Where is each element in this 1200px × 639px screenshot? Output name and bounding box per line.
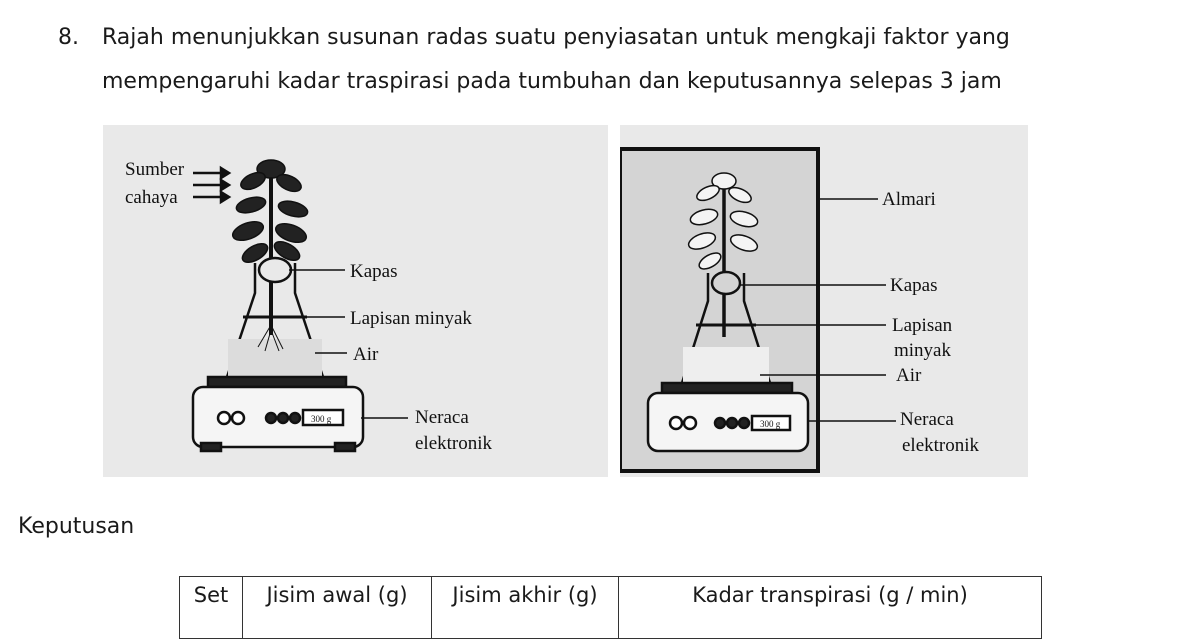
scale-reading-right: 300 g [760, 419, 781, 429]
label-minyak: minyak [894, 340, 951, 361]
label-air: Air [896, 365, 922, 386]
electronic-balance [193, 377, 363, 451]
column-jisim-akhir: Jisim akhir (g) [432, 577, 619, 639]
label-lapisan-minyak: Lapisan minyak [350, 308, 472, 329]
column-set: Set [180, 577, 243, 639]
light-source-label-2: cahaya [125, 187, 178, 208]
light-setup-diagram [103, 125, 608, 477]
scale-reading-left: 300 g [311, 414, 332, 424]
label-elektronik: elektronik [902, 435, 980, 456]
water [683, 347, 769, 383]
figure-light-setup [103, 125, 608, 477]
water [228, 339, 322, 377]
label-air: Air [353, 344, 379, 365]
label-almari: Almari [882, 189, 936, 210]
column-jisim-awal: Jisim awal (g) [243, 577, 432, 639]
question-text-line-2: mempengaruhi kadar traspirasi pada tumbuhan dan keputusannya selepas 3 jam [102, 69, 1002, 94]
label-kapas: Kapas [890, 275, 938, 296]
plant [230, 160, 309, 335]
cupboard-setup-diagram [620, 125, 1028, 477]
figure-cupboard-setup [620, 125, 1028, 477]
label-kapas: Kapas [350, 261, 398, 282]
results-heading: Keputusan [18, 514, 135, 539]
light-source-label-1: Sumber [125, 159, 185, 180]
light-arrows [193, 168, 229, 202]
label-neraca: Neraca [900, 409, 954, 430]
table-header-row [180, 577, 1042, 639]
question-text-line-1: Rajah menunjukkan susunan radas suatu penyiasatan untuk mengkaji faktor yang [102, 25, 1010, 50]
electronic-balance [648, 383, 808, 451]
label-neraca: Neraca [415, 407, 469, 428]
column-kadar-transpirasi: Kadar transpirasi (g / min) [619, 577, 1042, 639]
question-number: 8. [58, 25, 79, 50]
label-elektronik: elektronik [415, 433, 493, 454]
label-lapisan: Lapisan [892, 315, 953, 336]
